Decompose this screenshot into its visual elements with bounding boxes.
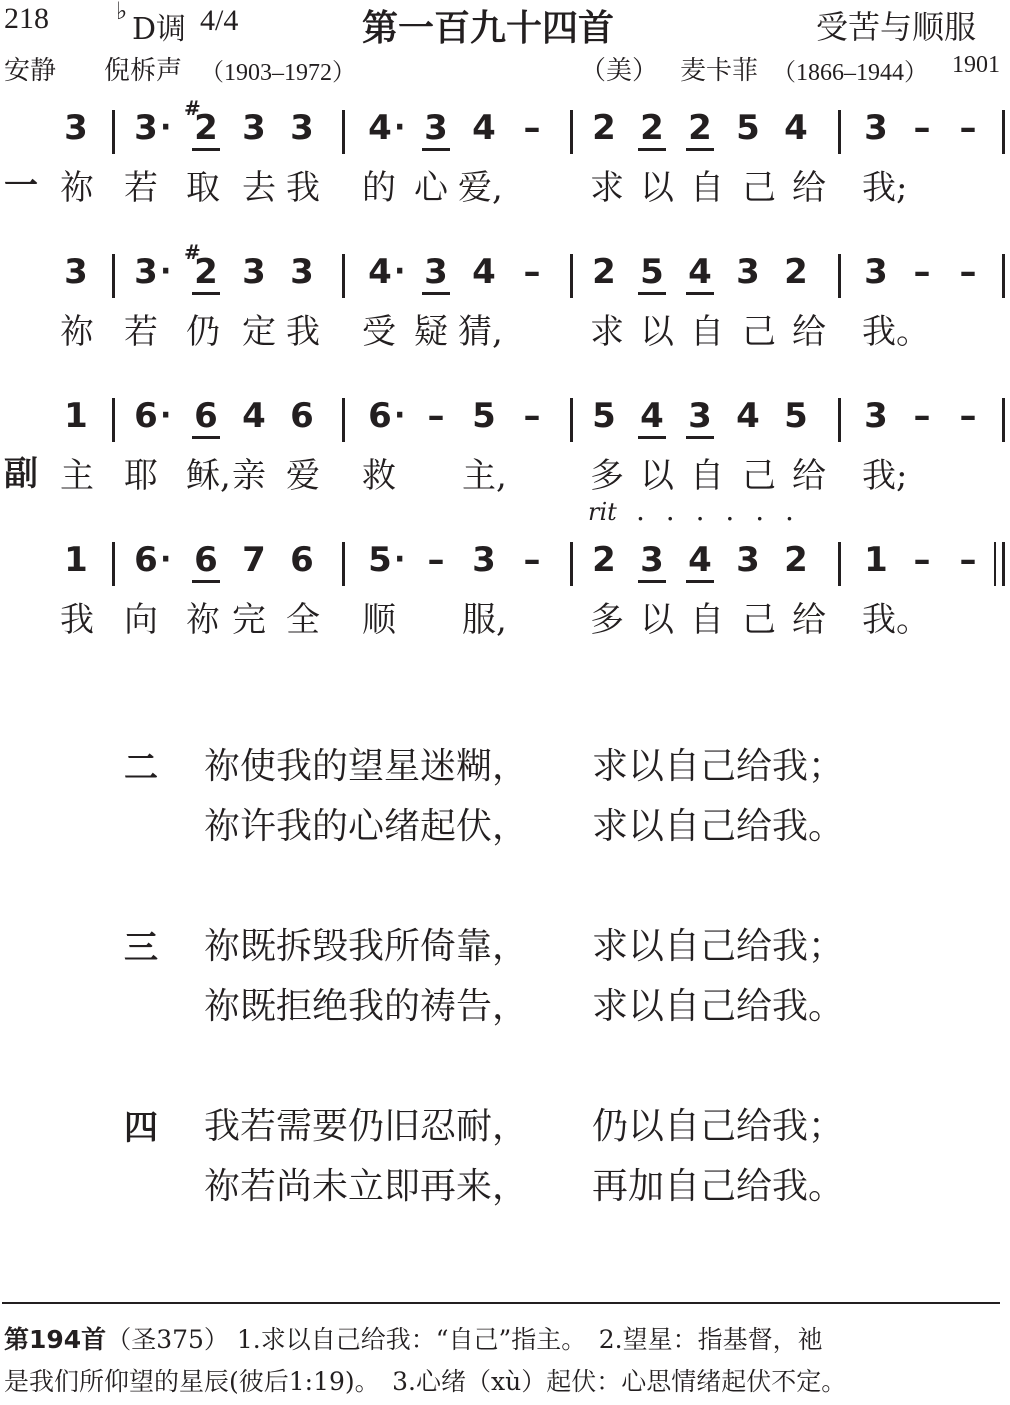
- note: 7: [242, 540, 266, 580]
- bar-line: [838, 254, 841, 298]
- note: 3: [290, 252, 314, 292]
- bar-line: [112, 110, 115, 154]
- dotted-note-dot: ·: [394, 254, 406, 289]
- lyric-syllable: 求: [590, 312, 624, 352]
- flat-sign: ♭: [116, 0, 128, 25]
- dotted-note-dot: ·: [160, 542, 172, 577]
- verse-line: 祢若尚未立即再来，: [204, 1166, 529, 1207]
- sharp-sign: #: [184, 96, 201, 120]
- note: –: [427, 540, 445, 580]
- lyric-syllable: 救: [362, 456, 396, 496]
- lyric-syllable: 求: [590, 168, 624, 208]
- note: 3: [422, 108, 450, 151]
- lyric-syllable: 自: [690, 312, 724, 352]
- note: 6: [290, 540, 314, 580]
- lyric-syllable: 祢: [60, 312, 94, 352]
- note: 2: [784, 252, 808, 292]
- lyric-syllable: 自: [690, 168, 724, 208]
- note: 3: [472, 540, 496, 580]
- footnote-line-2: 是我们所仰望的星辰(彼后1:19)。 3.心绪（xù）起伏：心思情绪起伏不定。: [4, 1367, 847, 1396]
- lyric-syllable: 向: [124, 600, 158, 640]
- bar-line: [1002, 110, 1005, 154]
- bar-line: [838, 398, 841, 442]
- lyric-syllable: 我: [286, 312, 320, 352]
- bar-line: [342, 398, 345, 442]
- note: 3: [736, 540, 760, 580]
- lyric-syllable: 自: [690, 600, 724, 640]
- lyric-syllable: 给: [792, 456, 826, 496]
- lyric-syllable: 我。: [862, 312, 930, 352]
- composer-years: （1866–1944）: [772, 60, 928, 86]
- lyric-syllable: 以: [640, 600, 674, 640]
- time-signature: 4/4: [200, 4, 239, 37]
- verse-line: 祢使我的望星迷糊，: [204, 746, 529, 787]
- lyric-syllable: 顺: [362, 600, 396, 640]
- lyric-syllable: 我;: [862, 456, 908, 496]
- note: 4: [368, 108, 392, 148]
- lyric-syllable: 主,: [462, 456, 507, 496]
- note: 3: [242, 252, 266, 292]
- composer-prefix: （美）: [580, 56, 659, 86]
- note: 3: [64, 252, 88, 292]
- lyric-syllable: 爱,: [458, 168, 503, 208]
- note: –: [427, 396, 445, 436]
- bar-line: [112, 254, 115, 298]
- note: 1: [64, 396, 88, 436]
- note: 6: [368, 396, 392, 436]
- dotted-note-dot: ·: [160, 110, 172, 145]
- note: 4: [686, 540, 714, 583]
- lyric-syllable: 主: [60, 456, 94, 496]
- lyric-syllable: 我;: [862, 168, 908, 208]
- note: 4: [472, 108, 496, 148]
- lyric-syllable: 以: [640, 168, 674, 208]
- verse-line: 求以自己给我；: [592, 926, 845, 967]
- verse-number: 三: [124, 928, 158, 968]
- lyric-syllable: 祢: [186, 600, 220, 640]
- bar-line: [838, 542, 841, 586]
- note: 3: [638, 540, 666, 583]
- lyric-syllable: 多: [590, 456, 624, 496]
- bar-line: [1002, 398, 1005, 442]
- footnote-ref2: （圣375）: [106, 1325, 229, 1354]
- key-signature: D调: [132, 12, 187, 47]
- footnote-line-1: [4, 1320, 823, 1356]
- note: 2: [784, 540, 808, 580]
- lyric-syllable: 给: [792, 312, 826, 352]
- note: 5: [784, 396, 808, 436]
- composer-name: 麦卡菲: [680, 56, 759, 86]
- note: 3: [242, 108, 266, 148]
- dotted-note-dot: ·: [160, 398, 172, 433]
- note: 2: [638, 108, 666, 151]
- verse-line: 求以自己给我；: [592, 746, 845, 787]
- lyric-syllable: 自: [690, 456, 724, 496]
- note: 3: [864, 396, 888, 436]
- bar-line: [1002, 542, 1005, 586]
- note: 2: [686, 108, 714, 151]
- lyric-syllable: 完: [232, 600, 266, 640]
- lyric-syllable: 疑: [414, 312, 448, 352]
- note: –: [913, 108, 931, 148]
- lyric-syllable: 祢: [60, 168, 94, 208]
- lyric-syllable: 我: [60, 600, 94, 640]
- note: –: [523, 252, 541, 292]
- note: –: [523, 108, 541, 148]
- bar-line: [112, 398, 115, 442]
- verse-line: 祢许我的心绪起伏，: [204, 806, 529, 847]
- verse-number: 四: [124, 1108, 158, 1148]
- final-bar-line: [994, 542, 996, 586]
- note: 4: [784, 108, 808, 148]
- dotted-note-dot: ·: [394, 542, 406, 577]
- note: 3: [134, 252, 158, 292]
- chorus-mark: 副: [4, 454, 38, 494]
- bar-line: [570, 398, 573, 442]
- verse-line: 再加自己给我。: [592, 1166, 845, 1207]
- dotted-note-dot: ·: [160, 254, 172, 289]
- bar-line: [570, 542, 573, 586]
- note: 3: [64, 108, 88, 148]
- lyric-syllable: 己: [742, 456, 776, 496]
- note: 2: [592, 540, 616, 580]
- lyric-syllable: 多: [590, 600, 624, 640]
- lyric-syllable: 服,: [462, 600, 507, 640]
- note: –: [913, 396, 931, 436]
- note: 1: [64, 540, 88, 580]
- note: 1: [864, 540, 888, 580]
- sharp-sign: #: [184, 240, 201, 264]
- note: 3: [736, 252, 760, 292]
- lyric-syllable: 受: [362, 312, 396, 352]
- lyricist-years: （1903–1972）: [200, 60, 356, 86]
- verse-line: 求以自己给我。: [592, 806, 845, 847]
- note: 4: [638, 396, 666, 439]
- note: 5: [638, 252, 666, 295]
- lyric-syllable: 定: [242, 312, 276, 352]
- lyric-syllable: 以: [640, 312, 674, 352]
- note: 6: [192, 396, 220, 439]
- note: 6: [192, 540, 220, 583]
- lyric-syllable: 仍: [186, 312, 220, 352]
- verse-line: 我若需要仍旧忍耐，: [204, 1106, 529, 1147]
- note: 3: [686, 396, 714, 439]
- lyric-syllable: 我。: [862, 600, 930, 640]
- lyric-syllable: 己: [742, 600, 776, 640]
- lyric-syllable: 给: [792, 168, 826, 208]
- note: 4: [686, 252, 714, 295]
- bar-line: [342, 110, 345, 154]
- note: 4: [472, 252, 496, 292]
- bar-line: [112, 542, 115, 586]
- lyric-syllable: 己: [742, 312, 776, 352]
- note: 3: [864, 252, 888, 292]
- ritardando-dots: . . . . . .: [636, 494, 800, 527]
- bar-line: [570, 110, 573, 154]
- note: 5: [736, 108, 760, 148]
- note: 6: [290, 396, 314, 436]
- footnote-text-1: 1.求以自己给我：“自己”指主。 2.望星：指基督，祂: [236, 1325, 823, 1354]
- note: –: [959, 540, 977, 580]
- note: 2: [192, 252, 220, 295]
- lyric-syllable: 以: [640, 456, 674, 496]
- footnote-ref: 第194首: [4, 1325, 107, 1354]
- bar-line: [342, 542, 345, 586]
- composition-year: 1901: [952, 52, 1000, 78]
- note: 3: [134, 108, 158, 148]
- lyric-syllable: 稣,: [186, 456, 231, 496]
- note: 4: [242, 396, 266, 436]
- dotted-note-dot: ·: [394, 398, 406, 433]
- lyricist-name: 倪柝声: [104, 56, 183, 86]
- note: 3: [422, 252, 450, 295]
- lyric-syllable: 给: [792, 600, 826, 640]
- note: 5: [368, 540, 392, 580]
- bar-line: [838, 110, 841, 154]
- verse-line: 仍以自己给我；: [592, 1106, 845, 1147]
- lyric-syllable: 心: [414, 168, 448, 208]
- note: 5: [592, 396, 616, 436]
- hymn-title: 第一百九十四首: [362, 8, 615, 49]
- lyric-syllable: 若: [124, 168, 158, 208]
- note: –: [913, 252, 931, 292]
- lyric-syllable: 己: [742, 168, 776, 208]
- lyric-syllable: 若: [124, 312, 158, 352]
- lyric-syllable: 的: [362, 168, 396, 208]
- lyric-syllable: 耶: [124, 456, 158, 496]
- note: 6: [134, 540, 158, 580]
- verse-line: 求以自己给我。: [592, 986, 845, 1027]
- verse-number: 二: [124, 748, 158, 788]
- bar-line: [1002, 254, 1005, 298]
- lyric-syllable: 全: [286, 600, 320, 640]
- bar-line: [342, 254, 345, 298]
- note: –: [913, 540, 931, 580]
- lyric-syllable: 去: [242, 168, 276, 208]
- page-number: 218: [4, 2, 49, 35]
- note: 2: [192, 108, 220, 151]
- note: 3: [864, 108, 888, 148]
- note: 5: [472, 396, 496, 436]
- note: 4: [736, 396, 760, 436]
- note: 6: [134, 396, 158, 436]
- verse-line: 祢既拒绝我的祷告，: [204, 986, 529, 1027]
- verse-line: 祢既拆毁我所倚靠，: [204, 926, 529, 967]
- note: 2: [592, 108, 616, 148]
- note: –: [523, 396, 541, 436]
- lyric-syllable: 爱: [286, 456, 320, 496]
- dotted-note-dot: ·: [394, 110, 406, 145]
- note: –: [959, 396, 977, 436]
- ritardando-label: rit: [588, 498, 617, 526]
- note: 4: [368, 252, 392, 292]
- lyric-syllable: 我: [286, 168, 320, 208]
- tempo-marking: 安静: [4, 56, 57, 86]
- note: –: [959, 108, 977, 148]
- lyric-syllable: 取: [186, 168, 220, 208]
- note: –: [523, 540, 541, 580]
- bar-line: [570, 254, 573, 298]
- note: –: [959, 252, 977, 292]
- lyric-syllable: 亲: [232, 456, 266, 496]
- hymn-category: 受苦与顺服: [816, 8, 977, 46]
- lyric-syllable: 猜,: [458, 312, 503, 352]
- note: 3: [290, 108, 314, 148]
- note: 2: [592, 252, 616, 292]
- verse-one-mark: 一: [4, 166, 38, 206]
- footnote-divider: [2, 1302, 1000, 1304]
